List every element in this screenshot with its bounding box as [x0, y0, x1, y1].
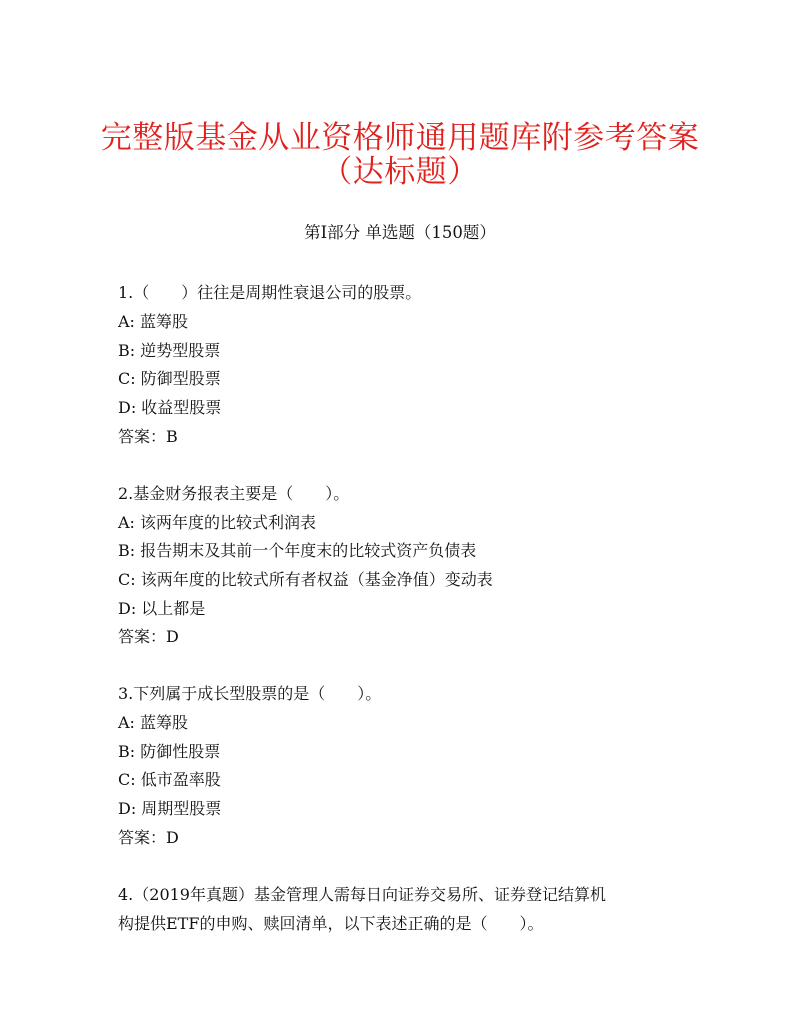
- document-title-line-1: 完整版基金从业资格师通用题库附参考答案: [100, 120, 700, 156]
- document-title-line-2: （达标题）: [321, 154, 479, 190]
- question-2-option-d: D: 以上都是: [118, 599, 206, 618]
- question-1-option-d: D: 收益型股票: [118, 398, 222, 417]
- question-2-answer: 答案：D: [118, 627, 179, 646]
- section-heading: 第Ⅰ部分 单选题（150题）: [304, 223, 496, 242]
- question-4-stem-line-2: 构提供ETF的申购、赎回清单，以下表述正确的是（ ）。: [118, 914, 544, 933]
- question-3-answer: 答案：D: [118, 828, 179, 847]
- question-3-option-d: D: 周期型股票: [118, 799, 222, 818]
- question-1-answer: 答案：B: [118, 427, 178, 446]
- question-1-option-a: A: 蓝筹股: [118, 312, 189, 331]
- question-1-stem: 1.（ ）往往是周期性衰退公司的股票。: [118, 283, 422, 302]
- question-2-option-a: A: 该两年度的比较式利润表: [118, 513, 317, 532]
- question-1-option-c: C: 防御型股票: [118, 369, 221, 388]
- question-3-option-c: C: 低市盈率股: [118, 770, 221, 789]
- question-3-option-b: B: 防御性股票: [118, 742, 221, 761]
- question-4-stem-line-1: 4.（2019年真题）基金管理人需每日向证券交易所、证券登记结算机: [118, 885, 606, 904]
- question-2-option-c: C: 该两年度的比较式所有者权益（基金净值）变动表: [118, 570, 493, 589]
- question-2-stem: 2.基金财务报表主要是（ ）。: [118, 484, 350, 503]
- question-3-option-a: A: 蓝筹股: [118, 713, 189, 732]
- question-2-option-b: B: 报告期末及其前一个年度末的比较式资产负债表: [118, 541, 477, 560]
- question-1-option-b: B: 逆势型股票: [118, 341, 221, 360]
- question-3-stem: 3.下列属于成长型股票的是（ ）。: [118, 684, 382, 703]
